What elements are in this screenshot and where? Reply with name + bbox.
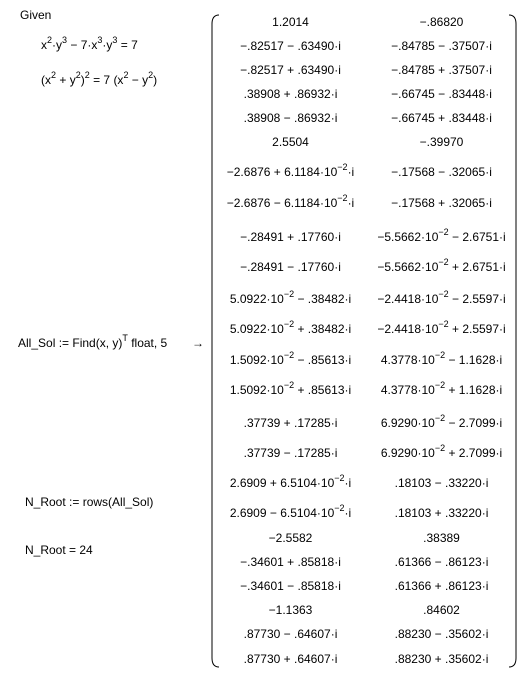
matrix-cell-x: 2.5504: [272, 135, 309, 149]
eq2-r-close: ): [153, 73, 158, 87]
eq1-x-exp: 2: [47, 35, 53, 45]
matrix-cell-y: −.86820: [419, 15, 464, 29]
eq2-close: ): [80, 73, 85, 87]
matrix-cell-x: −.82517 + .63490·i: [240, 63, 341, 77]
matrix-cell-y: $-5.5662\cdot 10^{-2} + 2.6751\cdot i$: [377, 257, 506, 274]
matrix-cell-x: .38908 − .86932·i: [243, 111, 338, 125]
eq1-y: ·y: [52, 38, 63, 52]
eq2-r-mid-exp: 2: [148, 70, 154, 80]
matrix-cell-x: −.28491 − .17760·i: [240, 260, 341, 274]
matrix-cell-x: −.82517 − .63490·i: [240, 39, 341, 53]
matrix-cell-x: $-2.6876 - 6.1184\cdot 10^{-2}\cdot i$: [226, 193, 355, 210]
matrix-cell-x: −2.5582: [268, 531, 313, 545]
eq2-open: (x: [41, 73, 51, 87]
matrix-cell-x: $2.6909 + 6.5104\cdot 10^{-2}\cdot i$: [229, 473, 352, 490]
matrix-cell-x: .87730 + .64607·i: [243, 652, 338, 666]
eq1-term2-exp: 3: [97, 35, 103, 45]
matrix-cell-x: −1.1363: [268, 603, 313, 617]
all-sol-definition[interactable]: [18, 333, 168, 350]
matrix-cell-x: .37739 + .17285·i: [243, 416, 338, 430]
matrix-cell-x: $1.5092\cdot 10^{-2} - .85613\cdot i$: [229, 350, 352, 367]
eq1-y2: ·y: [102, 38, 113, 52]
matrix-cell-x: $5.0922\cdot 10^{-2} + .38482\cdot i$: [229, 319, 352, 336]
matrix-cell-y: −.39970: [419, 135, 464, 149]
eq2-open-exp: 2: [51, 70, 57, 80]
matrix-cell-y: $-2.4418\cdot 10^{-2} + 2.5597\cdot i$: [377, 319, 506, 336]
matrix-cell-x: $2.6909 - 6.5104\cdot 10^{-2}\cdot i$: [229, 503, 352, 520]
given-label: Given: [20, 8, 52, 22]
all-sol-lhs: All_Sol := Find(x, y): [18, 336, 123, 350]
matrix-cell-x: .87730 − .64607·i: [243, 627, 338, 641]
matrix-cell-x: .37739 − .17285·i: [243, 446, 338, 460]
matrix-cell-y: .38389: [423, 531, 460, 545]
transpose-superscript: T: [122, 333, 128, 343]
matrix-cell-x: −.28491 + .17760·i: [240, 230, 341, 244]
matrix-cell-x: $-2.6876 + 6.1184\cdot 10^{-2}\cdot i$: [226, 162, 355, 179]
matrix-cell-x: $5.0922\cdot 10^{-2} - .38482\cdot i$: [229, 289, 352, 306]
eq2-r-open: (x: [113, 73, 124, 87]
eq1-x: x: [41, 38, 47, 52]
matrix-cell-y: $6.9290\cdot 10^{-2} - 2.7099\cdot i$: [380, 413, 503, 430]
eq1-y2-exp: 3: [112, 35, 118, 45]
matrix-cell-x: −.34601 − .85818·i: [240, 579, 341, 593]
eq2-mid-exp: 2: [75, 70, 81, 80]
matrix-cell-y: −.17568 + .32065·i: [391, 196, 492, 210]
symbolic-arrow: →: [192, 336, 204, 350]
matrix-cell-y: $6.9290\cdot 10^{-2} + 2.7099\cdot i$: [380, 443, 503, 460]
matrix-cell-y: .84602: [423, 603, 460, 617]
matrix-cell-y: −.17568 − .32065·i: [391, 165, 492, 179]
matrix-cell-y: .18103 − .33220·i: [394, 476, 489, 490]
equation-2[interactable]: [41, 70, 158, 87]
matrix-cell-y: −.84785 − .37507·i: [391, 39, 492, 53]
matrix-cell-y: .88230 − .35602·i: [394, 627, 489, 641]
matrix-cell-y: $4.3778\cdot 10^{-2} - 1.1628\cdot i$: [380, 350, 503, 367]
matrix-cell-x: 1.2014: [272, 15, 309, 29]
matrix-cell-y: $-5.5662\cdot 10^{-2} - 2.6751\cdot i$: [377, 227, 506, 244]
matrix-cell-y: −.66745 − .83448·i: [391, 87, 492, 101]
n-root-definition[interactable]: N_Root := rows(All_Sol): [25, 495, 154, 509]
matrix-cell-x: −.34601 + .85818·i: [240, 555, 341, 569]
n-root-result[interactable]: N_Root = 24: [25, 543, 93, 557]
eq1-rhs: = 7: [117, 38, 138, 52]
matrix-cell-x: .38908 + .86932·i: [243, 87, 338, 101]
matrix-cell-y: .18103 + .33220·i: [394, 506, 489, 520]
matrix-cell-y: .88230 + .35602·i: [394, 652, 489, 666]
matrix-cell-y: −.84785 + .37507·i: [391, 63, 492, 77]
float-modifier: float, 5: [127, 336, 168, 350]
eq2-close-exp: 2: [84, 70, 90, 80]
matrix-cell-y: .61366 + .86123·i: [394, 579, 489, 593]
matrix-cell-y: −.66745 + .83448·i: [391, 111, 492, 125]
eq2-r-open-exp: 2: [123, 70, 129, 80]
matrix-cell-y: $4.3778\cdot 10^{-2} + 1.1628\cdot i$: [380, 380, 503, 397]
matrix-cell-x: $1.5092\cdot 10^{-2} + .85613\cdot i$: [229, 380, 352, 397]
matrix-cell-y: .61366 − .86123·i: [394, 555, 489, 569]
matrix-cell-y: $-2.4418\cdot 10^{-2} - 2.5597\cdot i$: [377, 289, 506, 306]
eq2-eq: = 7: [89, 73, 111, 87]
eq1-y-exp: 3: [62, 35, 68, 45]
eq1-term2: − 7·x: [67, 38, 98, 52]
equation-1[interactable]: [41, 35, 138, 52]
eq2-r-mid: − y: [128, 73, 149, 87]
eq2-mid: + y: [56, 73, 76, 87]
